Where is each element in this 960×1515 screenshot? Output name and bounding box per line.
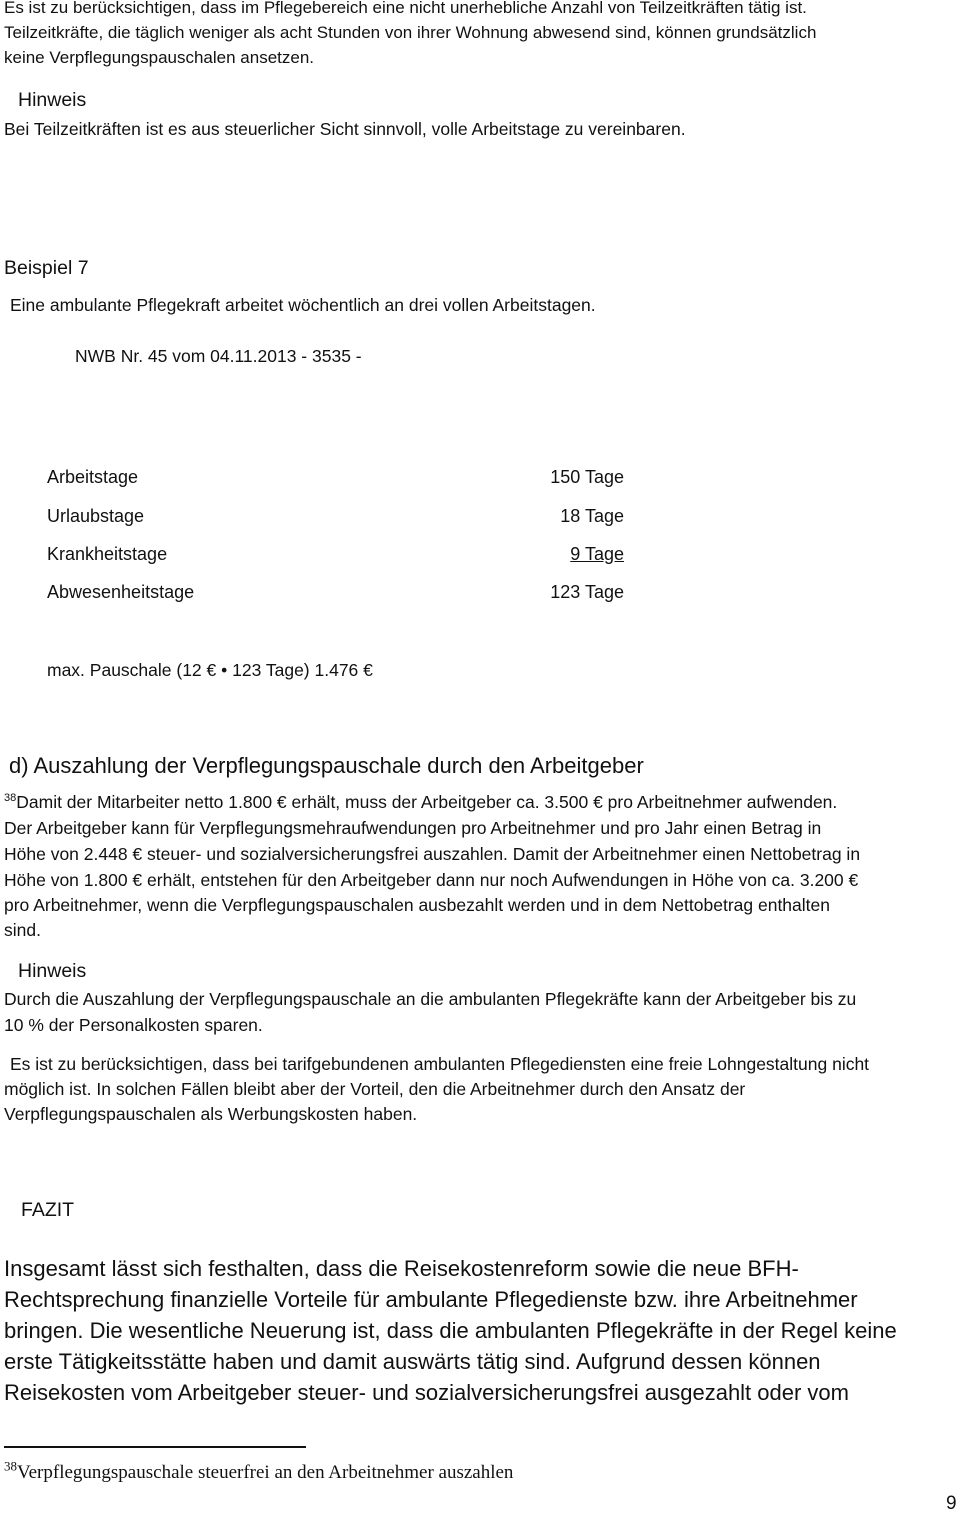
tarif-line: Es ist zu berücksichtigen, dass bei tarifgebundenen ambulanten Pflegediensten eine freie Lohngestaltung nicht (10, 1054, 870, 1074)
section-d-line: Höhe von 1.800 € erhält, entstehen für den Arbeitgeber dann nur noch Aufwendungen in Höhe von ca. 3.200 € (4, 870, 859, 890)
hinweis-text: Bei Teilzeitkräften ist es aus steuerlicher Sicht sinnvoll, volle Arbeitstage zu vereinbaren. (4, 119, 686, 139)
pauschale-result: max. Pauschale (12 € • 123 Tage) 1.476 € (47, 660, 373, 680)
footnote (4, 1458, 514, 1484)
fazit-line: bringen. Die wesentliche Neuerung ist, dass die ambulanten Pflegekräfte in der Regel keine (4, 1318, 897, 1343)
fazit-heading: FAZIT (21, 1199, 75, 1221)
fazit-line: Insgesamt lässt sich festhalten, dass die Reisekostenreform sowie die neue BFH- (4, 1256, 799, 1281)
intro-line: Teilzeitkräfte, die täglich weniger als acht Stunden von ihrer Wohnung abwesend sind, können grundsätzlich (4, 23, 817, 42)
section-d-line: sind. (4, 920, 41, 940)
hinweis-text: Durch die Auszahlung der Verpflegungspauschale an die ambulanten Pflegekräfte kann der Arbeitgeber bis zu (4, 989, 857, 1009)
footnote-mark: 38 (4, 792, 17, 805)
footnote-text: Verpflegungspauschale steuerfrei an den Arbeitnehmer auszahlen (17, 1462, 514, 1483)
table-row-value: 123 Tage (550, 582, 624, 602)
fazit-line: Rechtsprechung finanzielle Vorteile für ambulante Pflegedienste bzw. ihre Arbeitnehmer (4, 1287, 858, 1312)
tarif-line: möglich ist. In solchen Fällen bleibt aber der Vorteil, den die Arbeitnehmer durch den Ansatz der (4, 1079, 746, 1099)
table-row-label: Urlaubstage (47, 506, 145, 526)
page-number: 9 (946, 1493, 957, 1514)
hinweis-heading: Hinweis (18, 960, 87, 982)
hinweis-text: 10 % der Personalkosten sparen. (4, 1015, 263, 1035)
footnote-divider (4, 1446, 306, 1448)
fazit-line: Reisekosten vom Arbeitgeber steuer- und sozialversicherungsfrei ausgezahlt oder vom (4, 1380, 849, 1405)
intro-line: Es ist zu berücksichtigen, dass im Pflegebereich eine nicht unerhebliche Anzahl von Teilzeitkräften tätig ist. (4, 0, 807, 17)
table-row-label: Abwesenheitstage (47, 582, 195, 602)
source-reference: NWB Nr. 45 vom 04.11.2013 - 3535 - (75, 346, 362, 366)
table-row-value: 18 Tage (560, 506, 624, 526)
fazit-line: erste Tätigkeitsstätte haben und damit auswärts tätig sind. Aufgrund dessen können (4, 1349, 821, 1374)
hinweis-heading: Hinweis (18, 89, 87, 111)
beispiel-heading: Beispiel 7 (4, 257, 89, 279)
intro-line: keine Verpflegungspauschalen ansetzen. (4, 48, 315, 67)
section-d-line-text: Damit der Mitarbeiter netto 1.800 € erhält, muss der Arbeitgeber ca. 3.500 € pro Arbeitnehmer aufwenden. (16, 792, 838, 812)
table-row-label: Krankheitstage (47, 544, 168, 564)
section-heading: d) Auszahlung der Verpflegungspauschale durch den Arbeitgeber (9, 753, 644, 778)
table-row-label: Arbeitstage (47, 467, 139, 487)
table-row-value: 9 Tage (570, 544, 624, 564)
section-d-line (4, 792, 837, 812)
section-d-line: pro Arbeitnehmer, wenn die Verpflegungspauschalen ausbezahlt werden und in dem Nettobetrag enthalten (4, 895, 830, 915)
tarif-line: Verpflegungspauschalen als Werbungskosten haben. (4, 1104, 418, 1124)
table-row-value: 150 Tage (550, 467, 624, 487)
section-d-line: Höhe von 2.448 € steuer- und sozialversicherungsfrei auszahlen. Damit der Arbeitnehmer einen Nettobetrag in (4, 844, 861, 864)
section-d-line: Der Arbeitgeber kann für Verpflegungsmehraufwendungen pro Arbeitnehmer und pro Jahr einen Betrag in (4, 818, 822, 838)
footnote-mark: 38 (4, 1458, 17, 1474)
beispiel-text: Eine ambulante Pflegekraft arbeitet wöchentlich an drei vollen Arbeitstagen. (10, 295, 596, 315)
